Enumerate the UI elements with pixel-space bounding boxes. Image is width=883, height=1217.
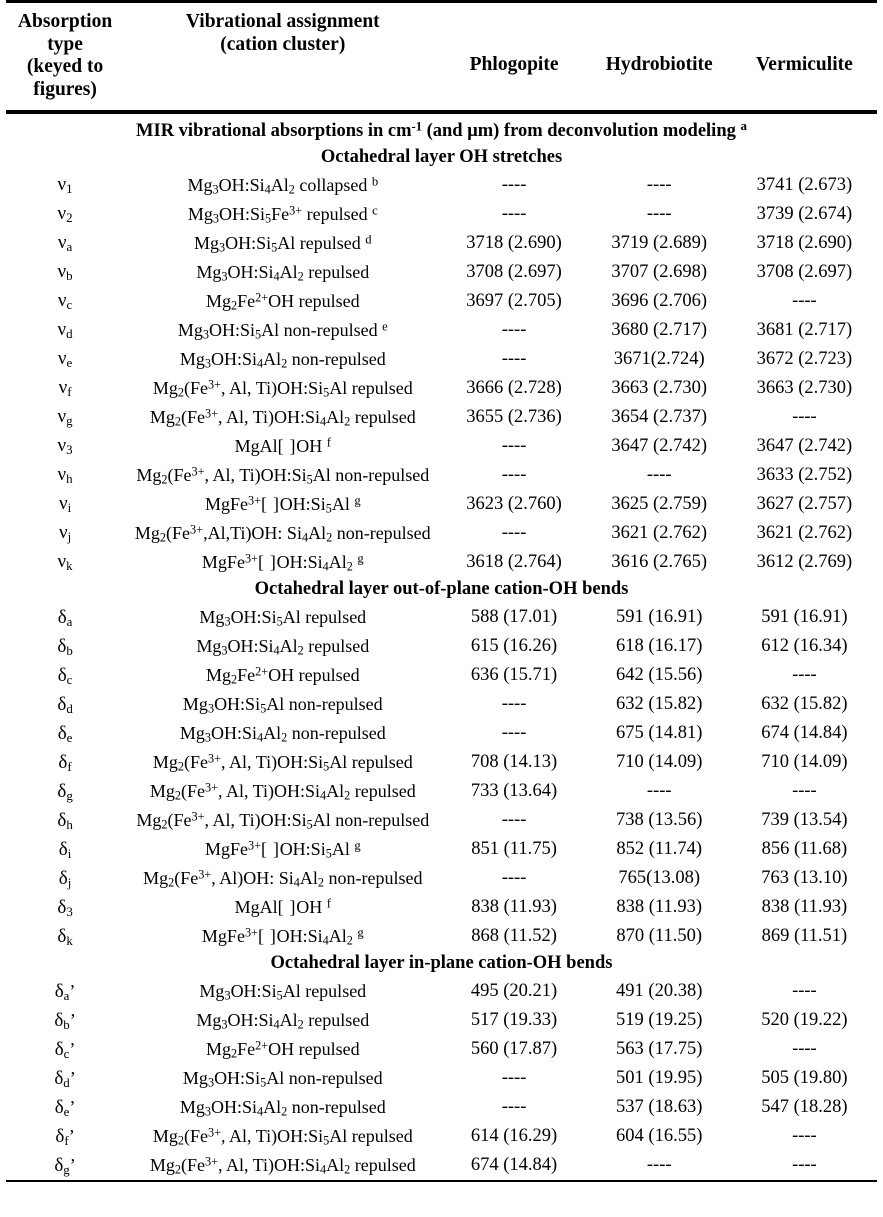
vibrational-assignment: MgFe$^{3+}$[ ]$OH:Si_5Al$ $^g$ [204, 838, 361, 861]
value-hydrobiotite: ---- [646, 781, 672, 801]
column-header-absorption-type [6, 2, 124, 112]
table-row [6, 632, 877, 661]
table-body [6, 111, 877, 1182]
table-row [6, 229, 877, 258]
value-hydrobiotite: 3680 (2.717) [611, 319, 707, 340]
value-phlogopite: 851 (11.75) [471, 839, 557, 859]
value-phlogopite: 674 (14.84) [470, 1155, 558, 1176]
section-title: Octahedral layer out-of-plane cation-OH bends [254, 578, 629, 599]
value-phlogopite: ---- [501, 723, 527, 743]
table-row [6, 603, 877, 632]
vibrational-assignment: MgAl[ ]OH $^f$ [234, 435, 331, 456]
vibrational-assignment: $Mg_3OH:Si_5Al$ repulsed $^d$ [194, 232, 372, 255]
value-vermiculite: 3739 (2.674) [756, 203, 853, 224]
value-hydrobiotite: 3719 (2.689) [611, 232, 707, 253]
table-row [6, 748, 877, 777]
value-vermiculite: ---- [792, 406, 817, 427]
absorption-symbol: $\nu_k$ [57, 551, 73, 574]
value-hydrobiotite: 3707 (2.698) [611, 261, 707, 282]
value-vermiculite: 674 (14.84) [761, 723, 848, 743]
value-vermiculite: 3663 (2.730) [756, 377, 853, 398]
value-phlogopite: 3623 (2.760) [466, 493, 562, 514]
absorption-symbol: $\nu_3$ [57, 435, 73, 458]
vibrational-assignment: $Mg_3OH:Si_4Al_2$ repulsed [196, 261, 370, 284]
table-row [6, 171, 877, 200]
value-phlogopite: ---- [501, 203, 527, 224]
value-phlogopite: ---- [501, 522, 527, 543]
value-phlogopite: 517 (19.33) [470, 1010, 558, 1031]
value-hydrobiotite: 852 (11.74) [616, 839, 703, 859]
value-hydrobiotite: 3663 (2.730) [611, 377, 707, 398]
value-phlogopite: 733 (13.64) [470, 781, 558, 801]
value-phlogopite: 708 (14.13) [470, 752, 558, 772]
vibrational-assignment: $Mg_2Fe^{2+}OH$ repulsed [205, 664, 360, 687]
vibrational-assignment: $Mg_3OH:Si_4Al_2$ non-repulsed [179, 348, 386, 371]
vibrational-assignment: $Mg_3OH:Si_4Al_2$ repulsed [196, 1010, 370, 1032]
value-hydrobiotite: 765(13.08) [618, 868, 701, 888]
value-hydrobiotite: ---- [646, 203, 672, 224]
value-phlogopite: ---- [501, 1097, 527, 1118]
table-bottom-rule [6, 1181, 877, 1182]
absorption-symbol: $\delta_a$ [57, 606, 73, 629]
table-row [6, 432, 877, 461]
table-row [6, 661, 877, 690]
vibrational-assignment: $Mg_3OH:Si_4Al_2$ non-repulsed [179, 723, 386, 745]
absorption-symbol: $\delta_j$ [58, 867, 72, 890]
absorption-symbol: $\delta_g$ [57, 780, 73, 803]
absorption-symbol: $\delta_c$’ [54, 1038, 76, 1061]
column-header-vermiculite: Vermiculite [732, 2, 877, 112]
absorption-symbol: $\delta_3$ [57, 896, 73, 919]
value-phlogopite: ---- [501, 694, 527, 714]
value-vermiculite: 869 (11.51) [761, 926, 848, 946]
value-phlogopite: 3618 (2.764) [466, 551, 562, 572]
value-hydrobiotite: ---- [646, 464, 672, 485]
absorption-symbol: $\nu_b$ [57, 261, 73, 284]
section-title: Octahedral layer in-plane cation-OH bends [270, 953, 613, 973]
value-vermiculite: 520 (19.22) [761, 1010, 848, 1031]
table-row [6, 200, 877, 229]
vibrational-assignment: $Mg_3OH:Si_5Fe^{3+}$ repulsed $^c$ [187, 203, 378, 226]
vibrational-assignment: $Mg_2(Fe^{3+}$, Al, $Ti)OH:Si_4Al_2$ repulsed [149, 1154, 416, 1177]
table-row [6, 806, 877, 835]
vibrational-assignment: MgFe$^{3+}$[ ]$OH:Si_4Al_2$ $^g$ [201, 925, 364, 948]
value-hydrobiotite: 710 (14.09) [616, 752, 703, 772]
value-vermiculite: 547 (18.28) [761, 1097, 848, 1118]
value-hydrobiotite: 618 (16.17) [616, 636, 703, 656]
table-row [6, 1151, 877, 1181]
value-phlogopite: ---- [501, 1068, 527, 1089]
value-vermiculite: ---- [792, 781, 817, 801]
value-hydrobiotite: 501 (19.95) [616, 1068, 703, 1089]
table-row [6, 316, 877, 345]
column-header-phlogopite: Phlogopite [441, 2, 586, 112]
absorption-symbol: $\nu_e$ [57, 348, 73, 371]
table-row [6, 1122, 877, 1151]
value-hydrobiotite: 738 (13.56) [616, 810, 703, 830]
table-caption-row [6, 113, 877, 144]
value-vermiculite: 710 (14.09) [761, 752, 848, 772]
section-header-row [6, 951, 877, 977]
value-vermiculite: 763 (13.10) [761, 868, 848, 888]
table-row [6, 519, 877, 548]
value-vermiculite: ---- [792, 1155, 817, 1176]
table-row [6, 922, 877, 951]
absorption-symbol: $\nu_2$ [57, 203, 73, 226]
absorption-symbol: $\delta_g$’ [54, 1154, 76, 1177]
absorption-symbol: $\delta_e$’ [54, 1096, 76, 1119]
value-hydrobiotite: 591 (16.91) [616, 607, 703, 627]
table-row [6, 1006, 877, 1035]
table-row [6, 719, 877, 748]
value-vermiculite: ---- [792, 290, 817, 311]
value-hydrobiotite: 675 (14.81) [616, 723, 703, 743]
value-vermiculite: 3708 (2.697) [756, 261, 853, 282]
table-row [6, 461, 877, 490]
value-phlogopite: 560 (17.87) [470, 1039, 558, 1060]
vibrational-assignment: $Mg_2(Fe^{3+}$, Al, $Ti)OH:Si_5Al$ non-repulsed [136, 809, 430, 832]
value-hydrobiotite: ---- [646, 174, 672, 195]
value-vermiculite: 3612 (2.769) [756, 551, 853, 572]
vibrational-assignment: $Mg_2(Fe^{3+}$, Al, $Ti)OH:Si_5Al$ repulsed [152, 377, 413, 400]
value-hydrobiotite: 519 (19.25) [616, 1010, 703, 1031]
table-row [6, 258, 877, 287]
value-phlogopite: 3666 (2.728) [466, 377, 562, 398]
value-phlogopite: 3697 (2.705) [466, 290, 562, 311]
value-vermiculite: 3647 (2.742) [756, 435, 853, 456]
column-header-line1: Vibrational assignment [185, 11, 380, 32]
vibrational-assignment: $Mg_2Fe^{2+}OH$ repulsed [205, 1038, 360, 1061]
value-vermiculite: ---- [792, 981, 817, 1002]
value-phlogopite: 495 (20.21) [470, 981, 558, 1002]
value-vermiculite: 3621 (2.762) [756, 522, 853, 543]
value-phlogopite: 838 (11.93) [471, 897, 557, 917]
section-header-row [6, 577, 877, 603]
value-hydrobiotite: 563 (17.75) [616, 1039, 703, 1060]
absorption-symbol: $\delta_a$’ [54, 980, 76, 1003]
value-hydrobiotite: 3621 (2.762) [611, 522, 707, 543]
vibrational-assignment: $Mg_3OH:Si_4Al_2$ repulsed [196, 636, 370, 658]
table-header [6, 2, 877, 112]
vibrational-assignment: $Mg_2(Fe^{3+}$, Al)OH: $Si_4Al_2$ non-repulsed [143, 867, 423, 890]
table-row [6, 374, 877, 403]
vibrational-assignment: MgFe$^{3+}$[ ]$OH:Si_5Al$ $^g$ [204, 493, 361, 516]
vibrational-assignment: $Mg_3OH:Si_5Al$ non-repulsed [182, 1068, 383, 1090]
table-row [6, 403, 877, 432]
section-title: Octahedral layer OH stretches [320, 146, 563, 167]
absorption-symbol: $\nu_i$ [58, 493, 72, 516]
value-hydrobiotite: 632 (15.82) [616, 694, 703, 714]
column-header-line2: (cation cluster) [220, 33, 346, 55]
value-phlogopite: 3655 (2.736) [466, 406, 562, 427]
absorption-symbol: $\delta_f$ [58, 751, 72, 774]
value-phlogopite: ---- [501, 348, 527, 369]
value-phlogopite: 588 (17.01) [470, 607, 558, 627]
value-vermiculite: 3627 (2.757) [756, 493, 853, 514]
absorption-symbol: $\delta_i$ [58, 838, 72, 861]
absorption-symbol: $\nu_j$ [58, 522, 72, 545]
value-vermiculite: 856 (11.68) [761, 839, 848, 859]
vibrational-assignment: $Mg_2(Fe^{3+}$, Al, $Ti)OH:Si_5Al$ non-repulsed [136, 464, 430, 487]
absorption-symbol: $\delta_c$ [57, 664, 73, 687]
absorption-symbol: $\delta_d$’ [54, 1067, 76, 1090]
value-vermiculite: 3633 (2.752) [756, 464, 853, 485]
value-hydrobiotite: 3671(2.724) [613, 348, 705, 369]
absorption-symbol: $\delta_h$ [57, 809, 73, 832]
table-row [6, 977, 877, 1006]
table-caption: MIR vibrational absorptions in $cm^{-1}$ (and μm) from deconvolution modeling $^a$ [136, 118, 747, 142]
value-hydrobiotite: 604 (16.55) [616, 1126, 703, 1147]
table-row [6, 548, 877, 577]
table-row [6, 345, 877, 374]
vibrational-assignment: MgAl[ ]OH $^f$ [234, 896, 331, 917]
absorption-symbol: $\delta_k$ [57, 925, 73, 948]
vibrational-assignment: $Mg_2(Fe^{3+},Al,Ti)OH$: $Si_4Al_2$ non-repulsed [134, 522, 431, 545]
value-phlogopite: 868 (11.52) [471, 926, 557, 946]
value-hydrobiotite: 3654 (2.737) [611, 406, 707, 427]
absorption-table [6, 0, 877, 1182]
value-phlogopite: ---- [501, 319, 527, 340]
value-phlogopite: 614 (16.29) [470, 1126, 558, 1147]
table-row [6, 1064, 877, 1093]
table-row [6, 835, 877, 864]
value-vermiculite: 632 (15.82) [761, 694, 848, 714]
value-phlogopite: 636 (15.71) [470, 665, 558, 685]
table-row [6, 893, 877, 922]
absorption-symbol: $\delta_d$ [57, 693, 73, 716]
table-row [6, 777, 877, 806]
value-vermiculite: 612 (16.34) [761, 636, 848, 656]
value-hydrobiotite: 3625 (2.759) [611, 493, 707, 514]
value-vermiculite: ---- [792, 1126, 817, 1147]
absorption-symbol: $\nu_d$ [57, 319, 73, 342]
absorption-symbol: $\nu_h$ [57, 464, 73, 487]
vibrational-assignment: $Mg_3OH:Si_5Al$ repulsed [199, 981, 367, 1003]
absorption-symbol: $\nu_c$ [57, 290, 73, 313]
value-hydrobiotite: 838 (11.93) [616, 897, 703, 917]
value-vermiculite: 3672 (2.723) [756, 348, 853, 369]
value-hydrobiotite: 3647 (2.742) [611, 435, 707, 456]
value-hydrobiotite: 870 (11.50) [616, 926, 703, 946]
value-phlogopite: 3708 (2.697) [466, 261, 562, 282]
table-row [6, 1035, 877, 1064]
vibrational-assignment: $Mg_2(Fe^{3+}$, Al, $Ti)OH:Si_4Al_2$ repulsed [149, 406, 416, 429]
absorption-symbol: $\nu_g$ [57, 406, 73, 429]
absorption-symbol: $\delta_e$ [57, 722, 73, 745]
vibrational-assignment: $Mg_2(Fe^{3+}$, Al, $Ti)OH:Si_5Al$ repulsed [152, 751, 413, 774]
value-vermiculite: 3681 (2.717) [756, 319, 853, 340]
table-row [6, 490, 877, 519]
value-phlogopite: ---- [501, 464, 527, 485]
value-vermiculite: 739 (13.54) [761, 810, 848, 830]
absorption-symbol: $\delta_f$’ [55, 1125, 75, 1148]
value-phlogopite: 615 (16.26) [470, 636, 558, 656]
value-hydrobiotite: 3696 (2.706) [611, 290, 707, 311]
vibrational-assignment: $Mg_3OH:Si_5Al$ non-repulsed $^e$ [177, 319, 388, 342]
vibrational-assignment: $Mg_2(Fe^{3+}$, Al, $Ti)OH:Si_5Al$ repulsed [152, 1125, 413, 1148]
absorption-symbol: $\nu_a$ [57, 232, 73, 255]
table-row [6, 864, 877, 893]
column-header-hydrobiotite: Hydrobiotite [587, 2, 732, 112]
value-phlogopite: ---- [501, 174, 527, 195]
value-vermiculite: ---- [792, 665, 817, 685]
value-hydrobiotite: 537 (18.63) [616, 1097, 703, 1118]
table-row [6, 287, 877, 316]
column-header-vibrational-assignment [124, 2, 441, 112]
value-phlogopite: ---- [501, 435, 527, 456]
value-phlogopite: ---- [501, 868, 527, 888]
value-vermiculite: ---- [792, 1039, 817, 1060]
vibrational-assignment: $Mg_2Fe^{2+}OH$ repulsed [205, 290, 360, 313]
column-header-line1: Absorption type [17, 11, 113, 55]
vibrational-assignment: $Mg_3OH:Si_4Al_2$ non-repulsed [179, 1097, 386, 1119]
absorption-symbol: $\delta_b$ [57, 635, 73, 658]
value-vermiculite: 505 (19.80) [761, 1068, 848, 1089]
section-header-row [6, 145, 877, 171]
vibrational-assignment: $Mg_3OH:Si_4Al_2$ collapsed $^b$ [187, 174, 379, 197]
value-hydrobiotite: 3616 (2.765) [611, 551, 707, 572]
value-vermiculite: 591 (16.91) [761, 607, 848, 627]
value-vermiculite: 838 (11.93) [761, 897, 848, 917]
value-phlogopite: 3718 (2.690) [466, 232, 562, 253]
absorption-symbol: $\nu_1$ [57, 174, 73, 197]
vibrational-assignment: $Mg_2(Fe^{3+}$, Al, $Ti)OH:Si_4Al_2$ repulsed [149, 780, 416, 803]
value-vermiculite: 3741 (2.673) [756, 174, 853, 195]
value-vermiculite: 3718 (2.690) [756, 232, 853, 253]
vibrational-assignment: $Mg_3OH:Si_5Al$ non-repulsed [182, 694, 383, 716]
vibrational-assignment: MgFe$^{3+}$[ ]$OH:Si_4Al_2$ $^g$ [201, 551, 364, 574]
value-hydrobiotite: ---- [646, 1155, 672, 1176]
column-header-line2: (keyed to figures) [26, 56, 104, 100]
absorption-symbol: $\delta_b$’ [54, 1009, 76, 1032]
table-row [6, 1093, 877, 1122]
value-hydrobiotite: 491 (20.38) [616, 981, 703, 1002]
header-row [6, 2, 877, 112]
table-row [6, 690, 877, 719]
absorption-symbol: $\nu_f$ [58, 377, 72, 400]
vibrational-assignment: $Mg_3OH:Si_5Al$ repulsed [199, 607, 367, 629]
value-hydrobiotite: 642 (15.56) [616, 665, 703, 685]
value-phlogopite: ---- [501, 810, 527, 830]
